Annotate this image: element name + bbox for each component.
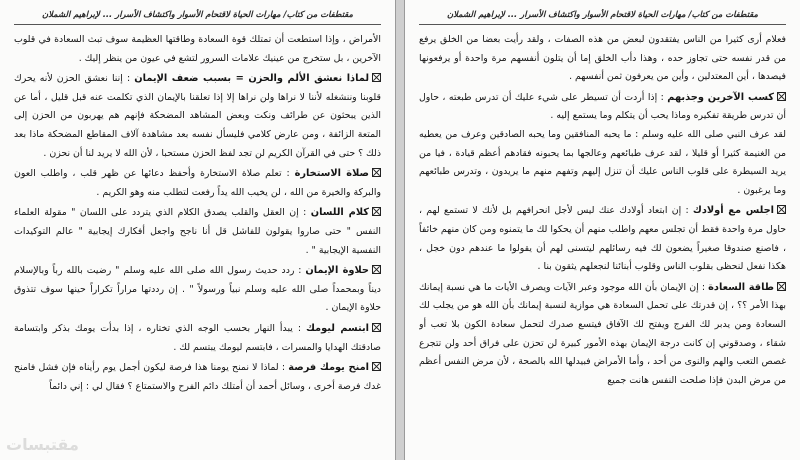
paragraph-intro: الأمراض ، وإذا استطعت أن تمتلك قوة السعادة وطاقتها العظيمة سوف تبث السعادة في قلوب الآخرين ، بل ستخرج من عينيك علامات السرور لتشع في عيون من ينظر إليك . bbox=[14, 34, 381, 64]
section-text: : إننا نعشق الحزن لأنه يحرك قلوبنا وننشغله لأننا لا نراها ولن نراها إلا إذا تعلقنا بالإيمان الذي تكلمت عنه قبل قليل ، أما عن الذين يبحثون عن طرائف ونكت وبعض المشاهد المضحكة فإنهم هم يهربون من الحزن إلى المتعة الزائفة ، ومن عارض كلامي فليسأل نفسه بعد مشاهدة آلاف المقاطع المضحكة ماذا بعد ذلك ؟ حتى في القرآن الكريم لن تجد لفظ الحزن مستحبا ، لأن الله لا يريد لنا أن نحزن . bbox=[14, 73, 381, 159]
left-content bbox=[14, 31, 381, 458]
section-happiness-energy bbox=[419, 279, 786, 391]
section-text: : لماذا لا نمنح يومنا هذا فرصة ليكون أجمل يوم رأيناه فإن فشل فامنح غدك فرصة أخرى ، وسائل أحمد أن أمتلك دائم الفرح والاستمتاع ؟ فقال لي : إني دائماً bbox=[14, 362, 381, 392]
section-title: امنح يومك فرصة bbox=[288, 362, 370, 374]
section-text: : ردد حديث رسول الله صلى الله عليه وسلم " رضيت بالله رباً وبالإسلام ديناً وبمحمداً صلى الله عليه وسلم نبياً ورسولاً " . إن رددتها مراراً تكراراً حينها سوف تتذوق حلاوة الإيمان . bbox=[14, 265, 381, 314]
section-title: كلام اللسان bbox=[310, 207, 369, 219]
section-text: : إن العقل والقلب يصدق الكلام الذي يتردد على اللسان " مقولة العلماء النفس " حتى صاروا يقولون للفاشل قل أنا ناجح واجعل أفكارك إيجابية " عالم التوكيدات النفسية الإيجابية " . bbox=[14, 207, 381, 256]
checkbox-icon bbox=[777, 205, 786, 214]
section-title: حلاوة الإيمان bbox=[305, 265, 369, 277]
section-text: : تعلم صلاة الاستخارة وأحفظ دعائها عن ظهر قلب ، واطلب العون والبركة والخيرة من الله ، لن يخيب الله يداً رفعت لتطلب منه وهو الكريم . bbox=[14, 168, 381, 198]
header-rule bbox=[419, 24, 786, 25]
section-text: : إن ابتعاد أولادك عنك ليس لأجل انحرافهم بل لأنك لا تستمع لهم ، حاول مرة واحدة فقط أن تجلس معهم واطلب منهم أن يحكوا لك ما يتمنوه ومن كان منهم خائفاً ، فاصنع صندوقا صغيراً يضعون لك فيه رسائلهم ليتسنى لهم أن يقولوا ما عندهم دون خجل ، هكذا نفعل لنحظى بقلوب الناس وقلوب أبنائنا لنجعلهم يثقون بنا . bbox=[419, 205, 786, 273]
section-title: اجلس مع أولادك bbox=[692, 205, 774, 217]
section-text: : إذا أردت أن تسيطر على شيء عليك أن تدرس طبعته ، حاول أن تدرس طريقة تفكيره وماذا يحب أن يتكلم وما يستمع إليه . bbox=[419, 91, 786, 122]
section-tongue-words bbox=[14, 204, 381, 260]
checkbox-icon bbox=[777, 282, 786, 291]
page-header: مقتطفات من كتاب/ مهارات الحياة لاقتحام الأسوار واكتشاف الأسرار ... لإبراهيم الشملان bbox=[41, 9, 354, 19]
checkbox-icon bbox=[372, 323, 381, 332]
book-gutter bbox=[396, 0, 404, 460]
section-title: لماذا نعشق الألم والحزن = بسبب ضعف الإيمان bbox=[134, 73, 370, 85]
section-sit-with-children bbox=[419, 202, 786, 276]
checkbox-icon bbox=[372, 168, 381, 177]
section-love-sadness bbox=[14, 70, 381, 163]
section-sweetness-faith bbox=[14, 262, 381, 318]
section-win-others bbox=[419, 89, 786, 126]
section-give-day-chance bbox=[14, 359, 381, 396]
section-text: : يبدأ النهار بحسب الوجه الذي تختاره ، إذا بدأت يومك بذكر وابتسامة صادقتك الهدايا والمسرات ، فابتسم ليومك يبتسم لك . bbox=[14, 322, 381, 353]
checkbox-icon bbox=[777, 92, 786, 101]
left-page bbox=[0, 0, 396, 460]
checkbox-icon bbox=[372, 265, 381, 274]
header-rule bbox=[14, 24, 381, 25]
checkbox-icon bbox=[372, 207, 381, 216]
section-title: كسب الآخرين وجذبهم bbox=[667, 91, 774, 103]
paragraph-intro: فعلام أرى كثيرا من الناس يفتقدون لبعض من هذه الصفات ، ولقد رأيت بعضا من الخلق يرفع من قدر نفسه حتى تجاوز حده ، وهذا دأب الخلق إما أن يتلون أنفسهم مرة واحدة أو يرفعونها فيصدها ، أين المعتدلين ، وأين من يعرفون ثمن أنفسهم . bbox=[419, 34, 786, 83]
section-title: ابتسم ليومك bbox=[305, 322, 370, 334]
paragraph-prophet: لقد عرف النبي صلى الله عليه وسلم : ما يحبه المنافقين وما يحبه الصادقين وعرف من يعطيه من الغنيمة كثيرا أو قليلا ، لقد عرف طبائعهم وعالجها بما يحبونه فقادهم أعظم قيادة ، فيا من يريد السيطرة على قلوب الناس عليك أن تنزل إليهم وتفهم منهم ما يريدون ، وتدرس طبائعهم وما يرغبون . bbox=[419, 128, 786, 196]
section-istikhara bbox=[14, 165, 381, 202]
section-title: طاقة السعادة bbox=[708, 281, 774, 293]
right-page bbox=[404, 0, 800, 460]
section-text: : إن الإيمان بأن الله موجود وعبر الآيات ويصرف الأيات ما هي نسبة إيمانك بهذا الأمر ؟؟ ، إن قدرتك على تحمل السعادة هي موازية لنسبة إيمانك بأن الله هو من يجلب لك السعادة ومن يدبر لك الفرج ويفتح لك الآفاق فيتسع صدرك لتحمل سعادة الكون بلا تعب أو شقاء ، وصدقوني إن كانت درجة الإيمان بهذه الأمور كبيرة لن تحزن على فراق أحد ولن تتجرع غصص التعب والهم والنوى من أحد ، وأما الأمراض فبيدلها الله بالصحة ، لأن مرض النفس أعظم من مرض البدن فإذا صلحت النفس هانت جميع bbox=[419, 281, 786, 386]
checkbox-icon bbox=[372, 73, 381, 82]
page-header: مقتطفات من كتاب/ مهارات الحياة لاقتحام الأسوار واكتشاف الأسرار ... لإبراهيم الشملان bbox=[446, 9, 759, 19]
section-title: صلاة الاستخارة bbox=[294, 168, 369, 180]
watermark-logo: مقتبسات bbox=[6, 435, 79, 454]
right-content bbox=[419, 31, 786, 458]
section-smile-day bbox=[14, 320, 381, 357]
checkbox-icon bbox=[372, 362, 381, 371]
